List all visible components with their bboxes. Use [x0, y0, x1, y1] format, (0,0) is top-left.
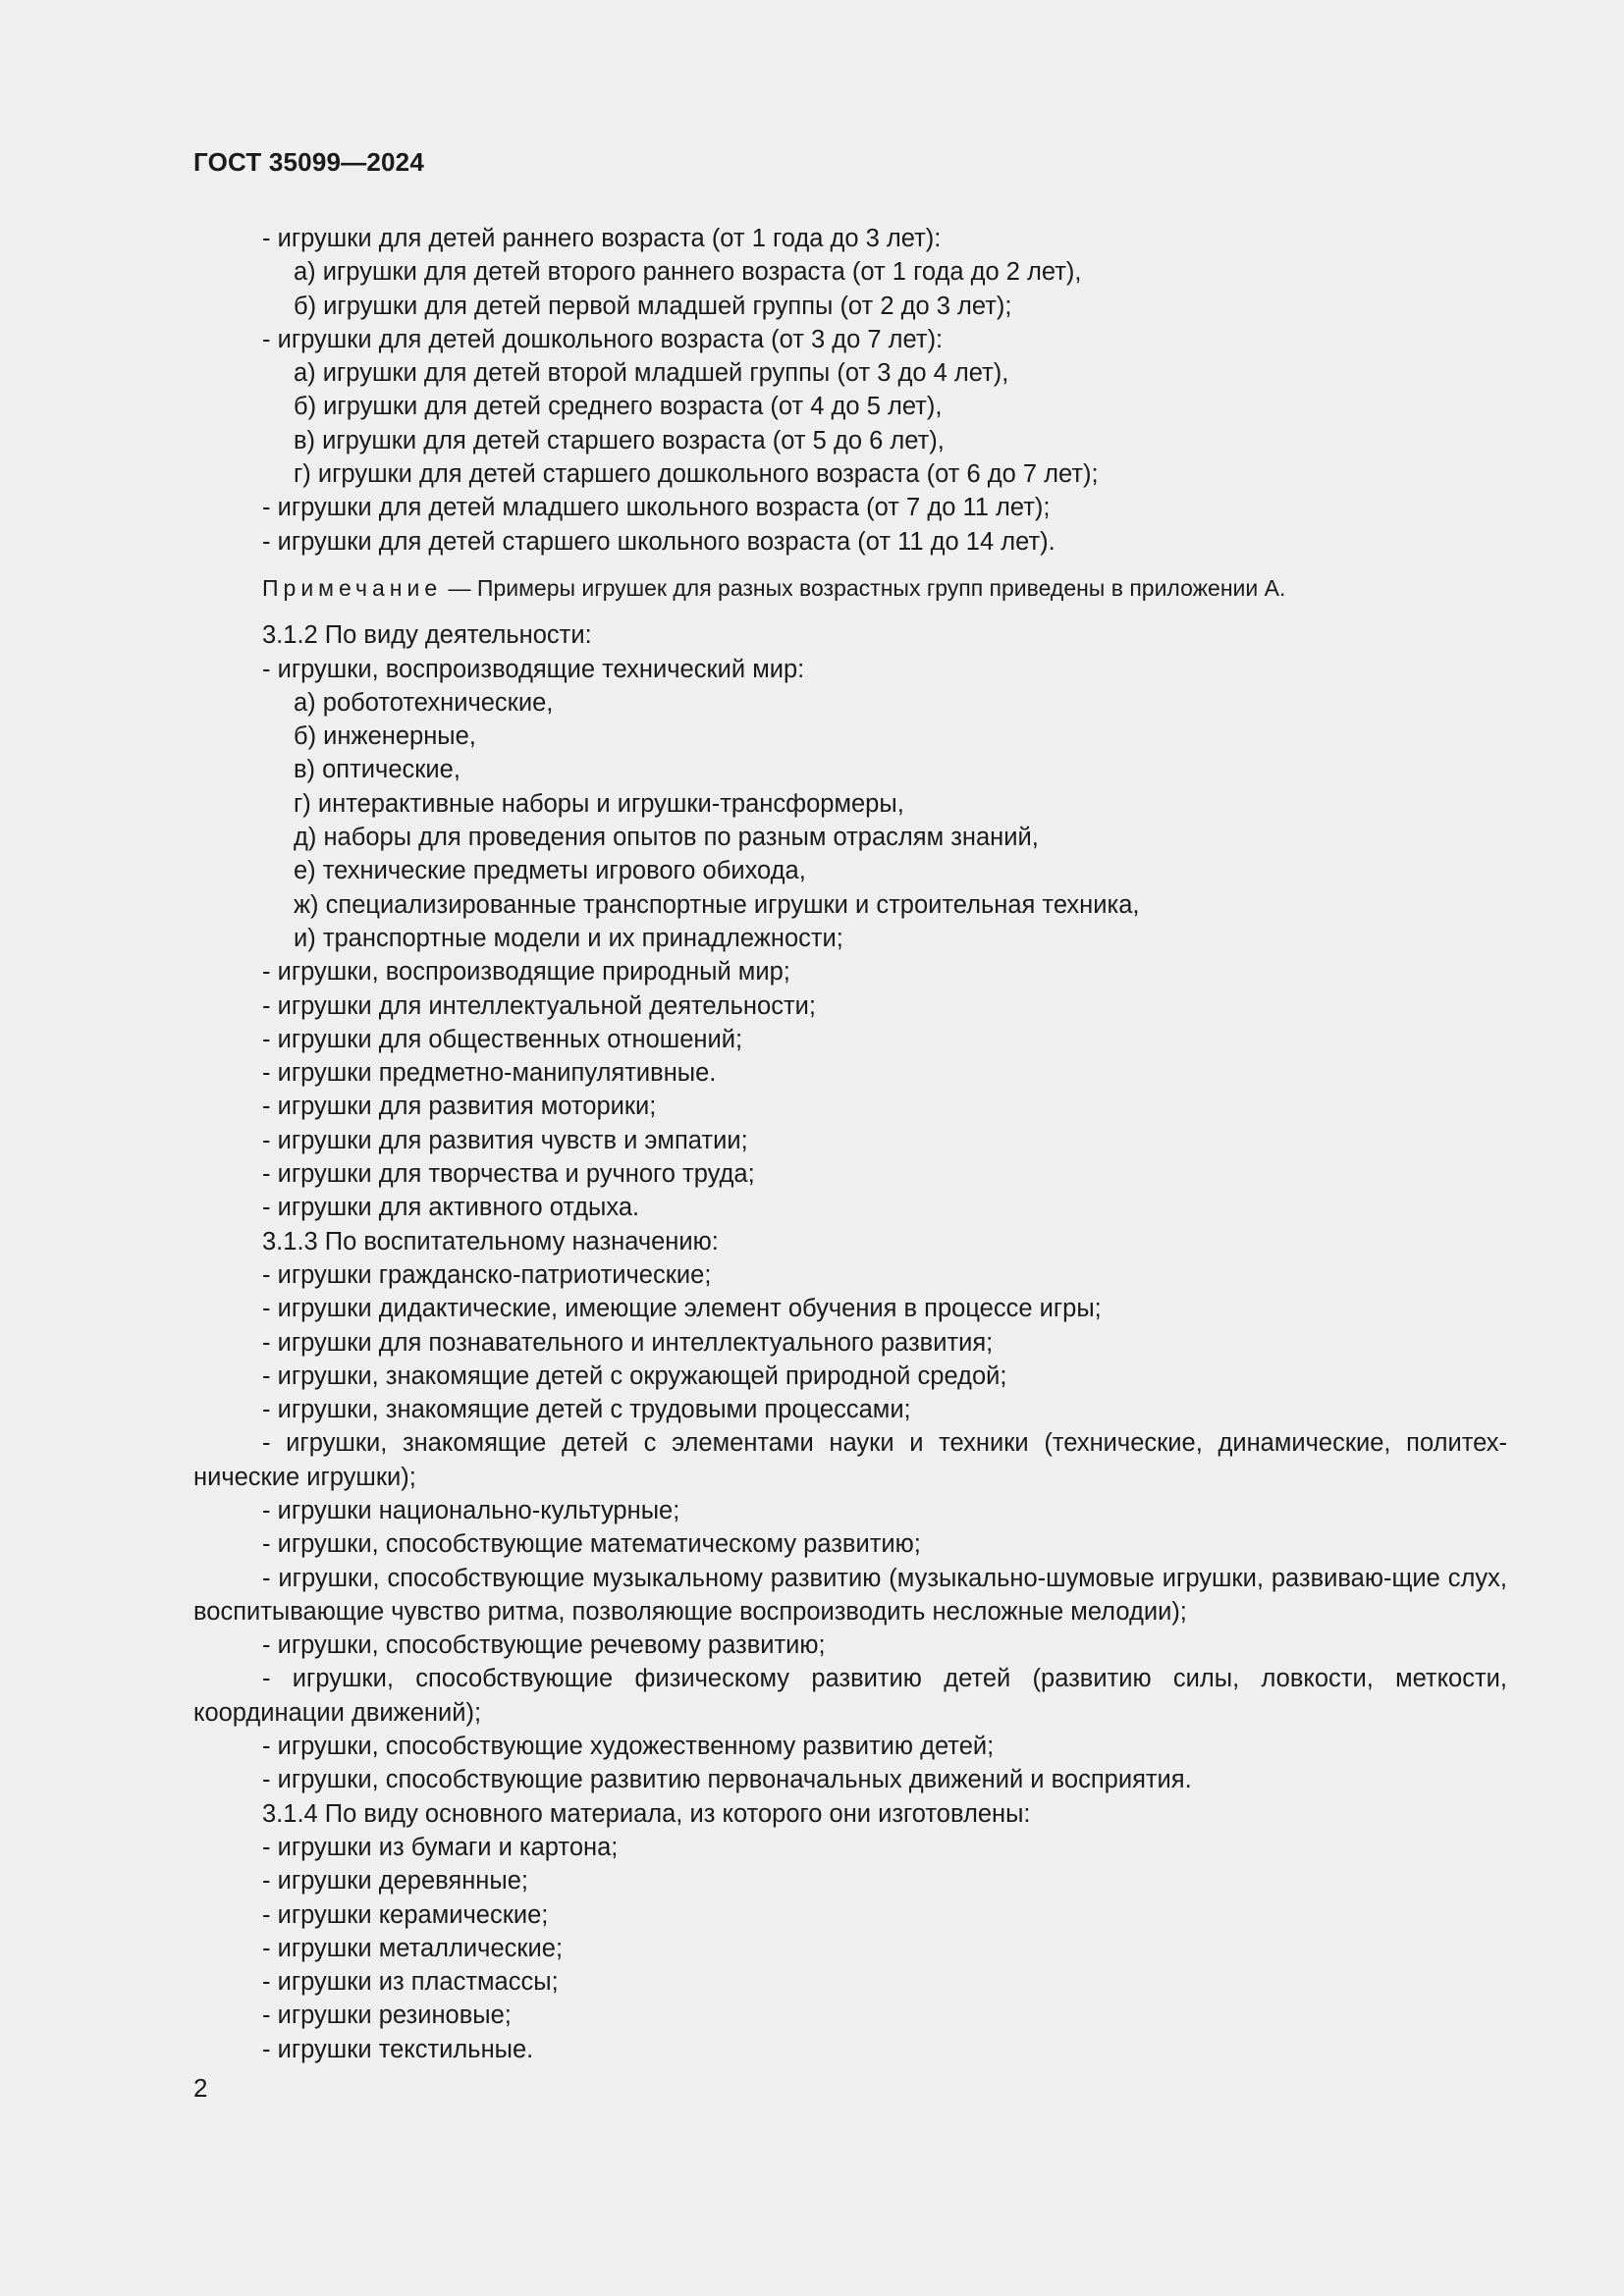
- list-item: - игрушки для интеллектуальной деятельности;: [262, 991, 816, 1020]
- list-item: - игрушки металлические;: [262, 1934, 564, 1962]
- note-label: Примечание: [262, 574, 443, 601]
- list-item: 3.1.4 По виду основного материала, из которого они изготовлены:: [262, 1799, 1031, 1828]
- paragraph-text: - игрушки, способствующие музыкальному развитию (музыкально-шумовые игрушки, развиваю-щие слух, воспитывающие чувство ритма, позволяющие воспроизводить несложные мелодии);: [193, 1564, 1507, 1626]
- first-line-indent: [193, 1429, 262, 1457]
- list-item: - игрушки дидактические, имеющие элемент обучения в процессе игры;: [262, 1295, 1102, 1323]
- list-item: - игрушки, знакомящие детей с трудовыми процессами;: [262, 1396, 911, 1424]
- note-paragraph: [193, 571, 1507, 605]
- sub-list-item: ж) специализированные транспортные игрушки и строительная техника,: [294, 890, 1140, 919]
- first-line-indent: [193, 1565, 262, 1592]
- document-header: ГОСТ 35099—2024: [193, 147, 424, 177]
- list-item: - игрушки резиновые;: [262, 2002, 512, 2030]
- list-item: - игрушки гражданско-патриотические;: [262, 1260, 712, 1289]
- list-item: - игрушки из бумаги и картона;: [262, 1833, 619, 1861]
- sub-list-item: в) оптические,: [294, 756, 460, 784]
- sub-list-item: г) интерактивные наборы и игрушки-трансформеры,: [294, 789, 904, 818]
- list-item: - игрушки для развития чувств и эмпатии;: [262, 1126, 748, 1154]
- sub-list-item: и) транспортные модели и их принадлежности;: [294, 924, 843, 952]
- list-item: - игрушки, способствующие художественному развитию детей;: [262, 1733, 995, 1761]
- paragraph-text: - игрушки, знакомящие детей с элементами науки и техники (технические, динамические, политех-нические игрушки);: [193, 1429, 1507, 1491]
- list-item: - игрушки, способствующие развитию первоначальных движений и восприятия.: [262, 1766, 1192, 1794]
- list-item: - игрушки для познавательного и интеллектуального развития;: [262, 1328, 994, 1357]
- sub-list-item: а) игрушки для детей второго раннего возраста (от 1 года до 2 лет),: [294, 258, 1082, 287]
- sub-list-item: г) игрушки для детей старшего дошкольного возраста (от 6 до 7 лет);: [294, 460, 1099, 489]
- list-item: - игрушки, способствующие математическому развитию;: [262, 1530, 921, 1559]
- sub-list-item: в) игрушки для детей старшего возраста (от 5 до 6 лет),: [294, 426, 945, 454]
- wrapped-list-item: [193, 1562, 1507, 1629]
- list-item: - игрушки для детей раннего возраста (от 1 года до 3 лет):: [262, 225, 942, 252]
- list-item: - игрушки национально-культурные;: [262, 1496, 680, 1524]
- wrapped-list-item: [193, 1662, 1507, 1730]
- list-item: - игрушки текстильные.: [262, 2035, 534, 2063]
- first-line-indent: [193, 1665, 262, 1692]
- list-item: - игрушки для детей младшего школьного возраста (от 7 до 11 лет);: [262, 494, 1051, 522]
- list-item: - игрушки, воспроизводящие технический мир:: [262, 655, 805, 683]
- list-item: - игрушки для общественных отношений;: [262, 1025, 743, 1053]
- paragraph-text: - игрушки, способствующие физическому развитию детей (развитию силы, ловкости, меткости, координации движений);: [193, 1665, 1507, 1727]
- list-item: 3.1.2 По виду деятельности:: [262, 621, 592, 650]
- list-item: - игрушки для активного отдыха.: [262, 1194, 640, 1222]
- list-item: - игрушки для развития моторики;: [262, 1093, 657, 1121]
- sub-list-item: б) инженерные,: [294, 722, 476, 751]
- list-item: - игрушки, знакомящие детей с окружающей природной средой;: [262, 1362, 1007, 1390]
- list-item: - игрушки для творчества и ручного труда;: [262, 1160, 755, 1189]
- list-item: - игрушки керамические;: [262, 1900, 549, 1929]
- list-item: - игрушки деревянные;: [262, 1867, 528, 1896]
- list-item: - игрушки для детей старшего школьного возраста (от 11 до 14 лет).: [262, 527, 1056, 556]
- sub-list-item: д) наборы для проведения опытов по разным отраслям знаний,: [294, 824, 1039, 852]
- list-item: - игрушки, воспроизводящие природный мир;: [262, 958, 790, 987]
- list-item: - игрушки для детей дошкольного возраста (от 3 до 7 лет):: [262, 325, 944, 353]
- list-item: - игрушки, способствующие речевому развитию;: [262, 1631, 826, 1660]
- sub-list-item: б) игрушки для детей среднего возраста (от 4 до 5 лет),: [294, 393, 943, 421]
- sub-list-item: б) игрушки для детей первой младшей группы (от 2 до 3 лет);: [294, 292, 1012, 320]
- page-number: 2: [193, 2073, 208, 2103]
- sub-list-item: а) робототехнические,: [294, 688, 554, 717]
- wrapped-list-item: [193, 1426, 1507, 1494]
- list-item: - игрушки из пластмассы;: [262, 1968, 559, 1997]
- sub-list-item: а) игрушки для детей второй младшей группы (от 3 до 4 лет),: [294, 359, 1009, 388]
- list-item: - игрушки предметно-манипулятивные.: [262, 1059, 717, 1088]
- note-text: — Примеры игрушек для разных возрастных групп приведены в приложении А.: [442, 574, 1286, 601]
- list-item: 3.1.3 По воспитательному назначению:: [262, 1227, 719, 1255]
- sub-list-item: е) технические предметы игрового обихода,: [294, 857, 806, 885]
- document-body: [193, 222, 1507, 2066]
